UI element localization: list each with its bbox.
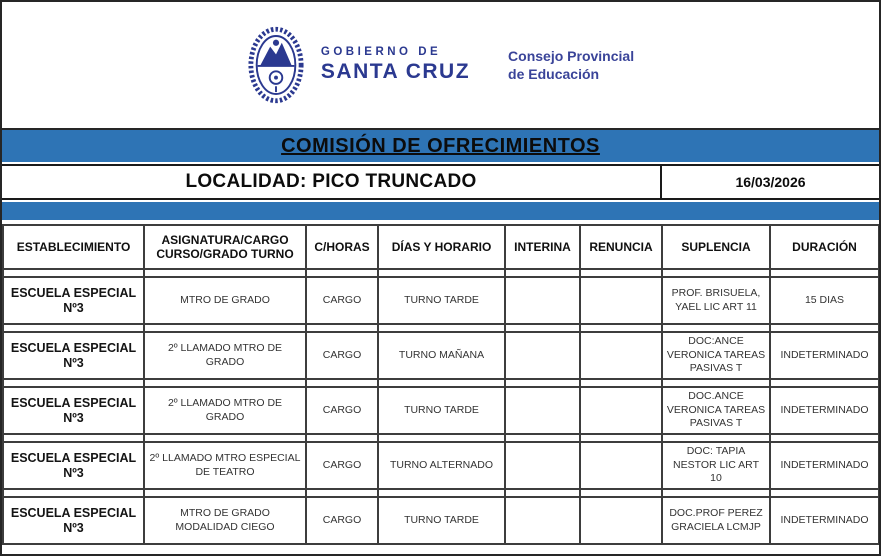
cell-asignatura: 2º LLAMADO MTRO DE GRADO bbox=[144, 387, 306, 434]
government-wordmark bbox=[321, 46, 470, 84]
cell-suplencia: DOC: TAPIA NESTOR LIC ART 10 bbox=[662, 442, 770, 489]
cell-suplencia: DOC.ANCE VERONICA TAREAS PASIVAS T bbox=[662, 387, 770, 434]
cell-duracion: INDETERMINADO bbox=[770, 332, 879, 379]
spacer-row bbox=[3, 434, 879, 442]
cell-renuncia bbox=[580, 277, 662, 324]
logo-header bbox=[2, 2, 879, 128]
cell-establecimiento: ESCUELA ESPECIAL Nº3 bbox=[3, 332, 144, 379]
date-value: 16/03/2026 bbox=[735, 174, 806, 190]
table-row bbox=[3, 497, 879, 544]
council-line2: de Educación bbox=[508, 66, 600, 82]
document-title: COMISIÓN DE OFRECIMIENTOS bbox=[281, 134, 600, 157]
col-header-dias-horario: DÍAS Y HORARIO bbox=[378, 225, 505, 269]
cell-choras: CARGO bbox=[306, 497, 378, 544]
cell-duracion: INDETERMINADO bbox=[770, 442, 879, 489]
cell-interina bbox=[505, 277, 580, 324]
government-line1: GOBIERNO DE bbox=[320, 46, 442, 58]
offers-table-body bbox=[3, 269, 879, 544]
cell-choras: CARGO bbox=[306, 387, 378, 434]
col-header-choras: C/HORAS bbox=[306, 225, 378, 269]
cell-asignatura: 2º LLAMADO MTRO ESPECIAL DE TEATRO bbox=[144, 442, 306, 489]
cell-renuncia bbox=[580, 442, 662, 489]
cell-establecimiento: ESCUELA ESPECIAL Nº3 bbox=[3, 497, 144, 544]
cell-establecimiento: ESCUELA ESPECIAL Nº3 bbox=[3, 387, 144, 434]
offers-table bbox=[2, 224, 880, 545]
spacer-row bbox=[3, 269, 879, 277]
col-header-establecimiento: ESTABLECIMIENTO bbox=[3, 225, 144, 269]
cell-dias-horario: TURNO TARDE bbox=[378, 277, 505, 324]
table-row bbox=[3, 332, 879, 379]
cell-suplencia: DOC:ANCE VERONICA TAREAS PASIVAS T bbox=[662, 332, 770, 379]
cell-duracion: 15 DIAS bbox=[770, 277, 879, 324]
cell-dias-horario: TURNO ALTERNADO bbox=[378, 442, 505, 489]
cell-interina bbox=[505, 332, 580, 379]
cell-choras: CARGO bbox=[306, 277, 378, 324]
cell-dias-horario: TURNO TARDE bbox=[378, 387, 505, 434]
cell-renuncia bbox=[580, 332, 662, 379]
cell-duracion: INDETERMINADO bbox=[770, 387, 879, 434]
table-row bbox=[3, 277, 879, 324]
cell-interina bbox=[505, 442, 580, 489]
santa-cruz-coat-of-arms-icon bbox=[247, 25, 305, 105]
cell-choras: CARGO bbox=[306, 332, 378, 379]
cell-renuncia bbox=[580, 387, 662, 434]
council-line1: Consejo Provincial bbox=[508, 47, 635, 64]
subheader-row bbox=[2, 164, 879, 200]
spacer-row bbox=[3, 324, 879, 332]
cell-asignatura: MTRO DE GRADO MODALIDAD CIEGO bbox=[144, 497, 306, 544]
header-row bbox=[3, 225, 879, 269]
table-row bbox=[3, 442, 879, 489]
title-band bbox=[2, 128, 879, 162]
cell-choras: CARGO bbox=[306, 442, 378, 489]
col-header-asignatura: ASIGNATURA/CARGO CURSO/GRADO TURNO bbox=[144, 225, 306, 269]
offers-table-head bbox=[3, 225, 879, 269]
cell-suplencia: DOC.PROF PEREZ GRACIELA LCMJP bbox=[662, 497, 770, 544]
col-header-duracion: DURACIÓN bbox=[770, 225, 879, 269]
cell-duracion: INDETERMINADO bbox=[770, 497, 879, 544]
cell-establecimiento: ESCUELA ESPECIAL Nº3 bbox=[3, 442, 144, 489]
cell-interina bbox=[505, 387, 580, 434]
council-wordmark bbox=[508, 47, 634, 83]
col-header-suplencia: SUPLENCIA bbox=[662, 225, 770, 269]
table-row bbox=[3, 387, 879, 434]
col-header-interina: INTERINA bbox=[505, 225, 580, 269]
spacer-row bbox=[3, 379, 879, 387]
government-line2: SANTA CRUZ bbox=[320, 60, 471, 83]
cell-suplencia: PROF. BRISUELA, YAEL LIC ART 11 bbox=[662, 277, 770, 324]
cell-asignatura: MTRO DE GRADO bbox=[144, 277, 306, 324]
cell-renuncia bbox=[580, 497, 662, 544]
spacer-row bbox=[3, 489, 879, 497]
cell-dias-horario: TURNO TARDE bbox=[378, 497, 505, 544]
separator-band bbox=[2, 202, 879, 220]
locality-label: LOCALIDAD: PICO TRUNCADO bbox=[2, 166, 662, 198]
cell-interina bbox=[505, 497, 580, 544]
col-header-renuncia: RENUNCIA bbox=[580, 225, 662, 269]
cell-establecimiento: ESCUELA ESPECIAL Nº3 bbox=[3, 277, 144, 324]
cell-dias-horario: TURNO MAÑANA bbox=[378, 332, 505, 379]
cell-asignatura: 2º LLAMADO MTRO DE GRADO bbox=[144, 332, 306, 379]
